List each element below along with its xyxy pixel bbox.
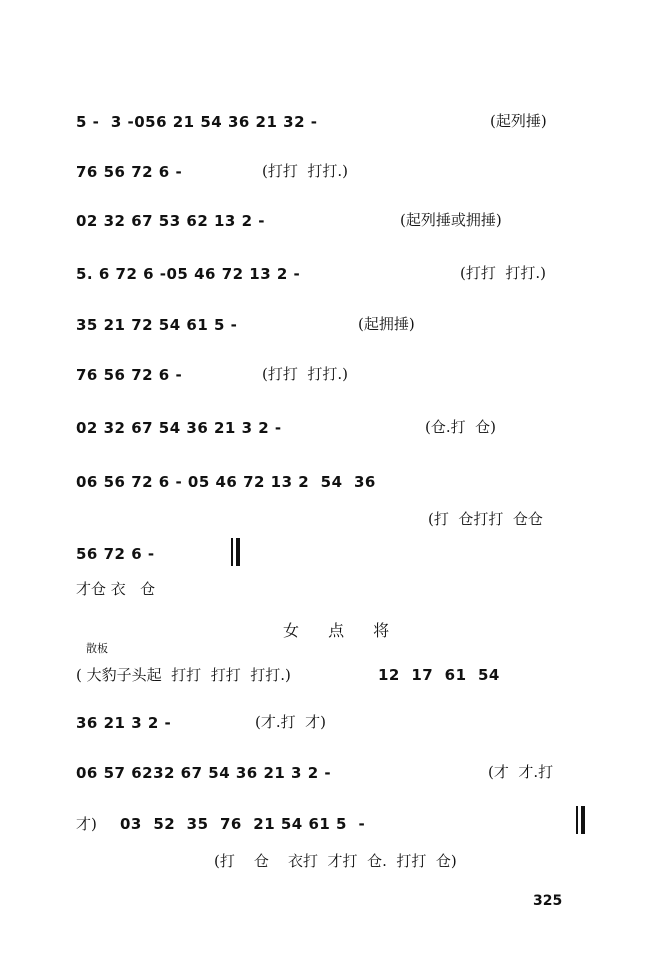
score2-line-5-text: (打 仓 衣打 才打 仓. 打打 仓) xyxy=(214,852,457,870)
score2-line-2-text: (才.打 才) xyxy=(255,713,327,731)
score-line-4-notes: 5. 6 72 6 -05 46 72 13 2 - xyxy=(76,265,301,283)
score-line-1-text: (起列捶) xyxy=(490,112,547,130)
score-line-7-text: (仓.打 仓) xyxy=(425,418,497,436)
score-line-8-notes: 06 56 72 6 - 05 46 72 13 2 54 36 xyxy=(76,473,376,491)
score-line-2-text: (打打 打打.) xyxy=(262,162,349,180)
score2-line-2-notes: 36 21 3 2 - xyxy=(76,714,172,732)
end-barline-thick xyxy=(581,806,585,834)
score-line-3-notes: 02 32 67 53 62 13 2 - xyxy=(76,212,265,230)
score-line-5-text: (起拥捶) xyxy=(358,315,415,333)
score-line-1-notes: 5 - 3 -056 21 54 36 21 32 - xyxy=(76,113,318,131)
final-barline-thick xyxy=(236,538,240,566)
final-barline xyxy=(231,538,233,566)
score2-line-4-pre: 才) xyxy=(76,815,97,833)
score2-line-3-text: (才 才.打 xyxy=(488,763,554,781)
score2-line-1-notes: 12 17 61 54 xyxy=(378,666,500,684)
tempo-marking: 散板 xyxy=(86,642,108,655)
score2-line-1-pre: ( 大豹子头起 打打 打打 打打.) xyxy=(76,666,291,684)
score-line-9-text: (打 仓打打 仓仓 xyxy=(428,510,543,528)
score2-line-3-notes: 06 57 6232 67 54 36 21 3 2 - xyxy=(76,764,332,782)
score-line-4-text: (打打 打打.) xyxy=(460,264,547,282)
score-line-3-text: (起列捶或拥捶) xyxy=(400,211,502,229)
score2-line-4-notes: 03 52 35 76 21 54 61 5 - xyxy=(120,815,366,833)
page-number: 325 xyxy=(533,893,563,909)
end-barline xyxy=(576,806,578,834)
score-line-10-notes: 56 72 6 - xyxy=(76,545,155,563)
score-line-2-notes: 76 56 72 6 - xyxy=(76,163,183,181)
score-line-7-notes: 02 32 67 54 36 21 3 2 - xyxy=(76,419,282,437)
section-title: 女 点 将 xyxy=(283,621,402,640)
score-line-5-notes: 35 21 72 54 61 5 - xyxy=(76,316,238,334)
score-line-6-text: (打打 打打.) xyxy=(262,365,349,383)
score-line-11-text: 才仓 衣 仓 xyxy=(76,580,156,598)
score-line-6-notes: 76 56 72 6 - xyxy=(76,366,183,384)
